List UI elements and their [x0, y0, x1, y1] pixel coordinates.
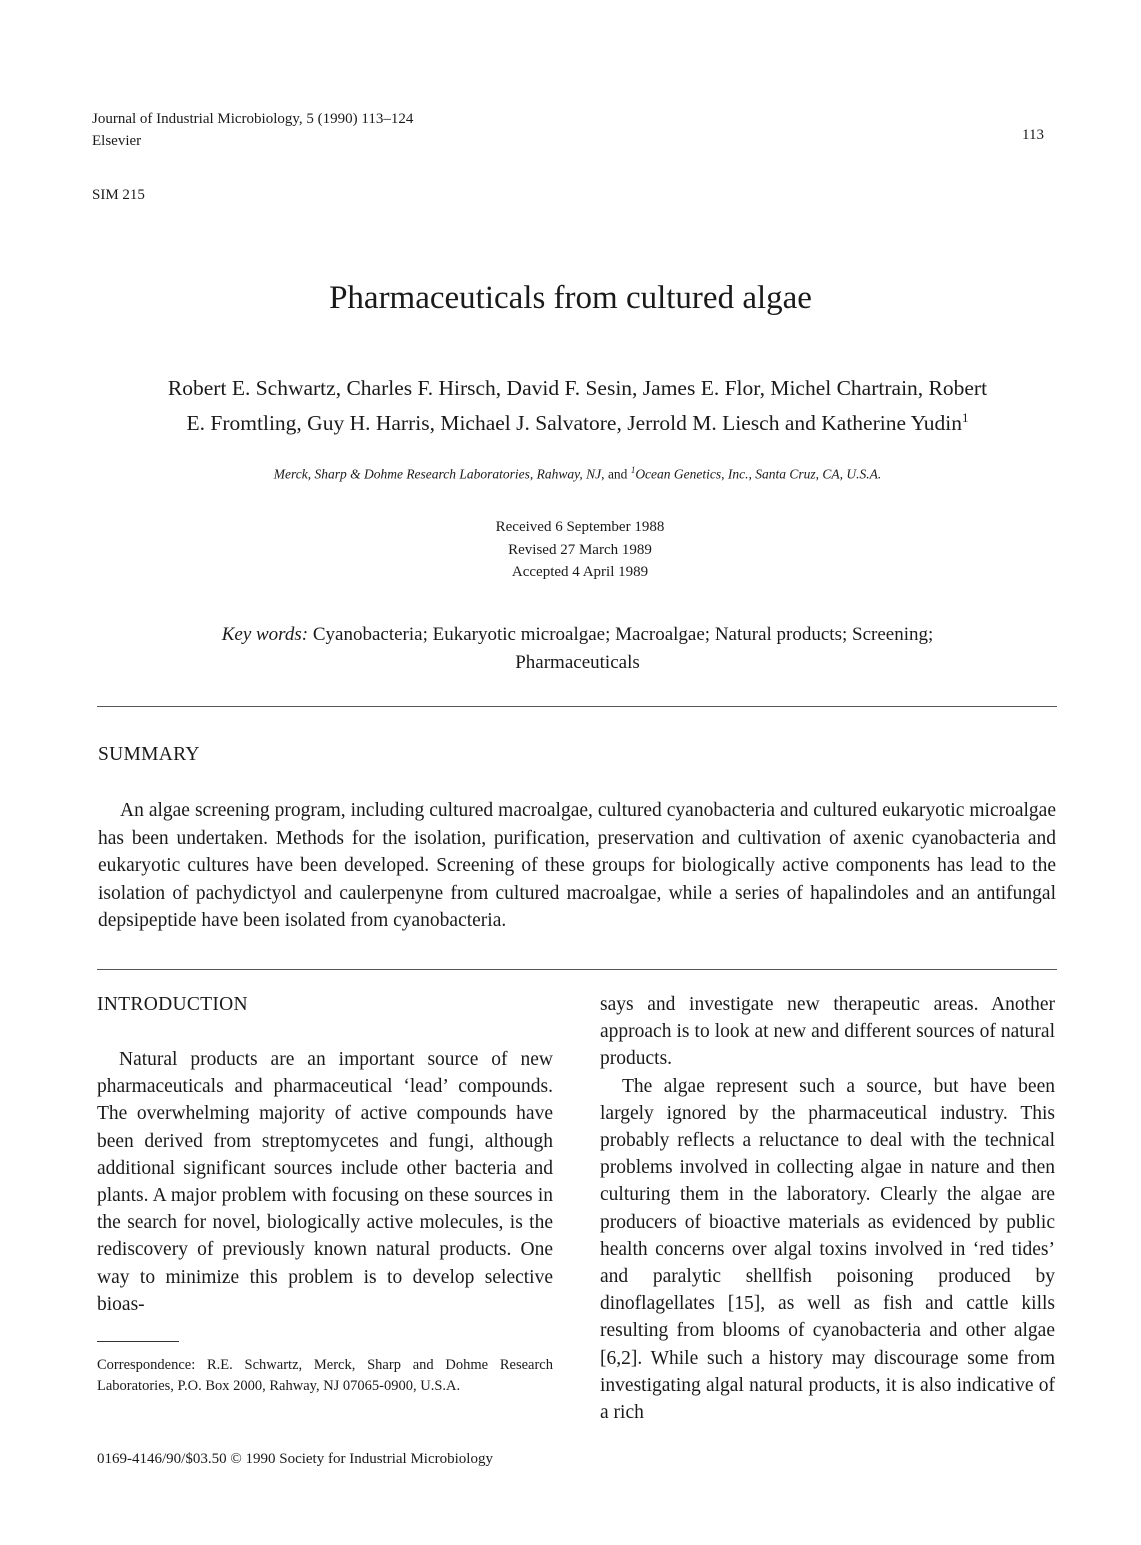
summary-paragraph: An algae screening program, including cultured macroalgae, cultured cyanobacteria and cultured eukaryotic microalgae has been undertaken. Methods for the isolation, purification, preservation and cultivation of axenic cyanobacteria and eukaryotic cultures have been developed. Screening of these groups for biologically active components has lead to the isolation of pachydictyol and caulerpenyne from cultured macroalgae, while a series of hapalindoles and an antifungal depsipeptide have been isolated from cyanobacteria. [98, 800, 1056, 931]
author-line-1: Robert E. Schwartz, Charles F. Hirsch, David F. Sesin, James E. Flor, Michel Chartrain, Robert [167, 376, 988, 400]
author-superscript: 1 [961, 410, 969, 425]
author-line-2-text: E. Fromtling, Guy H. Harris, Michael J. Salvatore, Jerrold M. Liesch and Katherine Yudin [186, 411, 962, 436]
author-list [90, 373, 1065, 438]
intro-paragraph-2: The algae represent such a source, but have been largely ignored by the pharmaceutical industry. This probably reflects a reluctance to deal with the technical problems involved in collecting algae in nature and then culturing them in the laboratory. Clearly the algae are producers of bioactive materials as evidenced by public health concerns over algal toxins involved in ‘red tides’ and paralytic shellfish poisoning produced by dinoflagellates [15], as well as fish and cattle kills resulting from blooms of cyanobacteria and other algae [6,2]. While such a history may discourage some from investigating algal natural products, it is also indicative of a rich [600, 1075, 1055, 1424]
affiliation-merck: Merck, Sharp & Dohme Research Laboratories, Rahway, NJ, [273, 466, 605, 482]
copyright-line: 0169-4146/90/$03.50 © 1990 Society for Industrial Microbiology [97, 1451, 493, 1467]
received-date: Received 6 September 1988 [495, 519, 665, 535]
affiliation-ocean-genetics: Ocean Genetics, Inc., Santa Cruz, CA, U.S.A. [635, 466, 882, 482]
summary-heading: SUMMARY [98, 744, 200, 765]
page-number: 113 [1022, 127, 1044, 143]
divider-middle [97, 969, 1057, 970]
keywords-line1: Cyanobacteria; Eukaryotic microalgae; Macroalgae; Natural products; Screening; [312, 624, 934, 645]
left-column [97, 1046, 553, 1318]
article-title: Pharmaceuticals from cultured algae [329, 280, 812, 316]
sim-code: SIM 215 [92, 187, 145, 203]
article-dates [0, 516, 1141, 584]
keywords [120, 621, 1035, 677]
footnote-rule [97, 1341, 179, 1342]
keywords-line2: Pharmaceuticals [515, 652, 640, 673]
journal-citation [92, 108, 413, 152]
right-column [600, 991, 1055, 1426]
intro-paragraph-1: Natural products are an important source of new pharmaceuticals and pharmaceutical ‘lead’ compounds. The overwhelming majority of active compounds have been derived from streptomycetes and fungi, although additional significant sources include other bacteria and plants. A major problem with focusing on these sources in the search for novel, biologically active molecules, is the rediscovery of previously known natural products. One way to minimize this problem is to develop selective bioas- [97, 1049, 553, 1315]
journal-citation-line1: Journal of Industrial Microbiology, 5 (1990) 113–124 [92, 111, 414, 127]
introduction-heading: INTRODUCTION [97, 994, 248, 1015]
correspondence-footnote: Correspondence: R.E. Schwartz, Merck, Sharp and Dohme Research Laboratories, P.O. Box 2000, Rahway, NJ 07065-0900, U.S.A. [97, 1357, 553, 1394]
affiliation [90, 465, 1065, 483]
summary-body [98, 797, 1056, 935]
journal-publisher: Elsevier [92, 133, 142, 149]
author-line-2 [90, 403, 1065, 438]
keywords-label: Key words: [221, 624, 309, 645]
revised-date: Revised 27 March 1989 [508, 541, 652, 558]
affiliation-superscript: 1 [630, 465, 636, 475]
accepted-date: Accepted 4 April 1989 [511, 564, 649, 580]
affiliation-and: and [607, 466, 628, 482]
intro-paragraph-continued: says and investigate new therapeutic areas. Another approach is to look at new and different sources of natural products. [600, 994, 1055, 1070]
divider-top [97, 706, 1057, 707]
